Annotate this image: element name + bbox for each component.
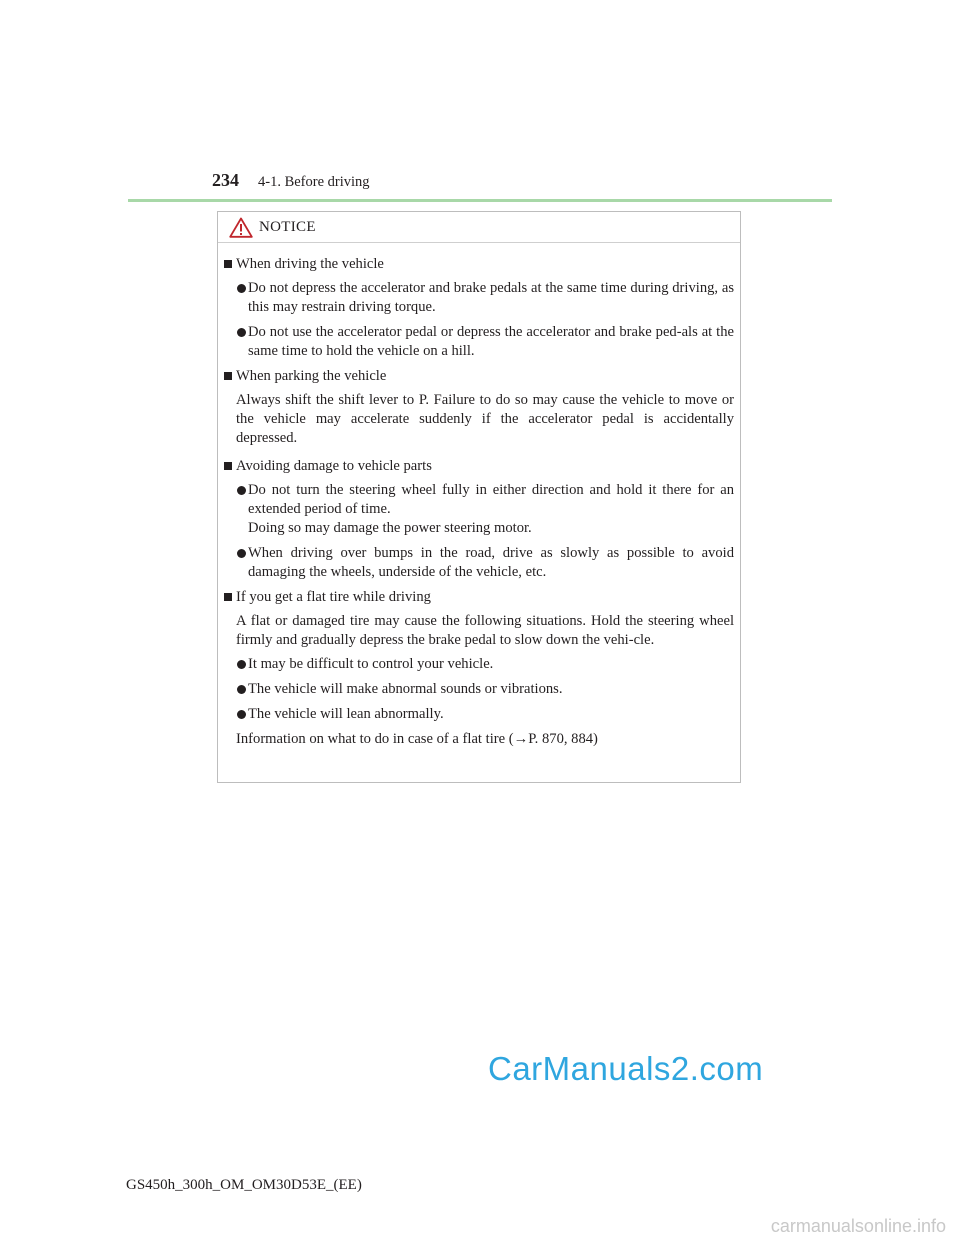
notice-header bbox=[218, 212, 740, 243]
watermark-site: carmanualsonline.info bbox=[770, 1216, 946, 1236]
round-bullet-icon bbox=[237, 328, 246, 337]
round-bullet-icon bbox=[237, 486, 246, 495]
bullet-text: When driving over bumps in the road, drive as slowly as possible to avoid damaging the wheels, underside of the vehicle, etc. bbox=[248, 545, 734, 580]
heading-text: When driving the vehicle bbox=[236, 256, 384, 272]
square-bullet-icon bbox=[224, 372, 232, 380]
paragraph: A flat or damaged tire may cause the following situations. Hold the steering wheel firmly and gradually depress the brake pedal to slow down the vehi-cle. bbox=[236, 613, 734, 648]
square-bullet-icon bbox=[224, 593, 232, 601]
watermark-band bbox=[0, 1210, 960, 1242]
heading-text: If you get a flat tire while driving bbox=[236, 589, 431, 605]
bullet-item bbox=[224, 323, 734, 361]
square-bullet-icon bbox=[224, 260, 232, 268]
bullet-text-continued: Doing so may damage the power steering motor. bbox=[248, 520, 532, 536]
bullet-text: Do not use the accelerator pedal or depress the accelerator and brake ped-als at the same time to hold the vehicle on a hill. bbox=[248, 324, 734, 359]
section-heading bbox=[224, 588, 734, 607]
square-bullet-icon bbox=[224, 462, 232, 470]
heading-text: When parking the vehicle bbox=[236, 368, 387, 384]
bullet-item bbox=[224, 655, 734, 674]
round-bullet-icon bbox=[237, 284, 246, 293]
paragraph: Always shift the shift lever to P. Failure to do so may cause the vehicle to move or the vehicle may accelerate suddenly if the accelerator pedal is accidentally depressed. bbox=[236, 392, 734, 446]
section-heading bbox=[224, 457, 734, 476]
watermark-brand: CarManuals2.com bbox=[488, 1050, 764, 1087]
bullet-item bbox=[224, 705, 734, 724]
bullet-item bbox=[224, 279, 734, 317]
bullet-text: It may be difficult to control your vehicle. bbox=[248, 656, 494, 672]
round-bullet-icon bbox=[237, 660, 246, 669]
bullet-item bbox=[224, 680, 734, 699]
notice-body bbox=[218, 243, 740, 749]
section-title: 4-1. Before driving bbox=[258, 174, 370, 190]
notice-title: NOTICE bbox=[259, 219, 316, 235]
bullet-item bbox=[224, 481, 734, 538]
bullet-text: The vehicle will make abnormal sounds or vibrations. bbox=[248, 681, 563, 697]
bullet-text: Do not depress the accelerator and brake pedals at the same time during driving, as this may restrain driving torque. bbox=[248, 280, 734, 315]
warning-triangle-icon bbox=[229, 217, 253, 238]
header-rule bbox=[128, 199, 832, 202]
bullet-text: Do not turn the steering wheel fully in either direction and hold it there for an extended period of time. bbox=[248, 482, 734, 517]
bullet-item bbox=[224, 544, 734, 582]
document-code: GS450h_300h_OM_OM30D53E_(EE) bbox=[126, 1177, 362, 1193]
section-heading bbox=[224, 367, 734, 386]
bullet-text: The vehicle will lean abnormally. bbox=[248, 706, 444, 722]
round-bullet-icon bbox=[237, 549, 246, 558]
heading-text: Avoiding damage to vehicle parts bbox=[236, 458, 432, 474]
notice-box bbox=[217, 211, 741, 783]
round-bullet-icon bbox=[237, 685, 246, 694]
page-number: 234 bbox=[212, 170, 239, 190]
paragraph: Information on what to do in case of a flat tire (→P. 870, 884) bbox=[236, 731, 598, 747]
section-heading bbox=[224, 255, 734, 274]
round-bullet-icon bbox=[237, 710, 246, 719]
